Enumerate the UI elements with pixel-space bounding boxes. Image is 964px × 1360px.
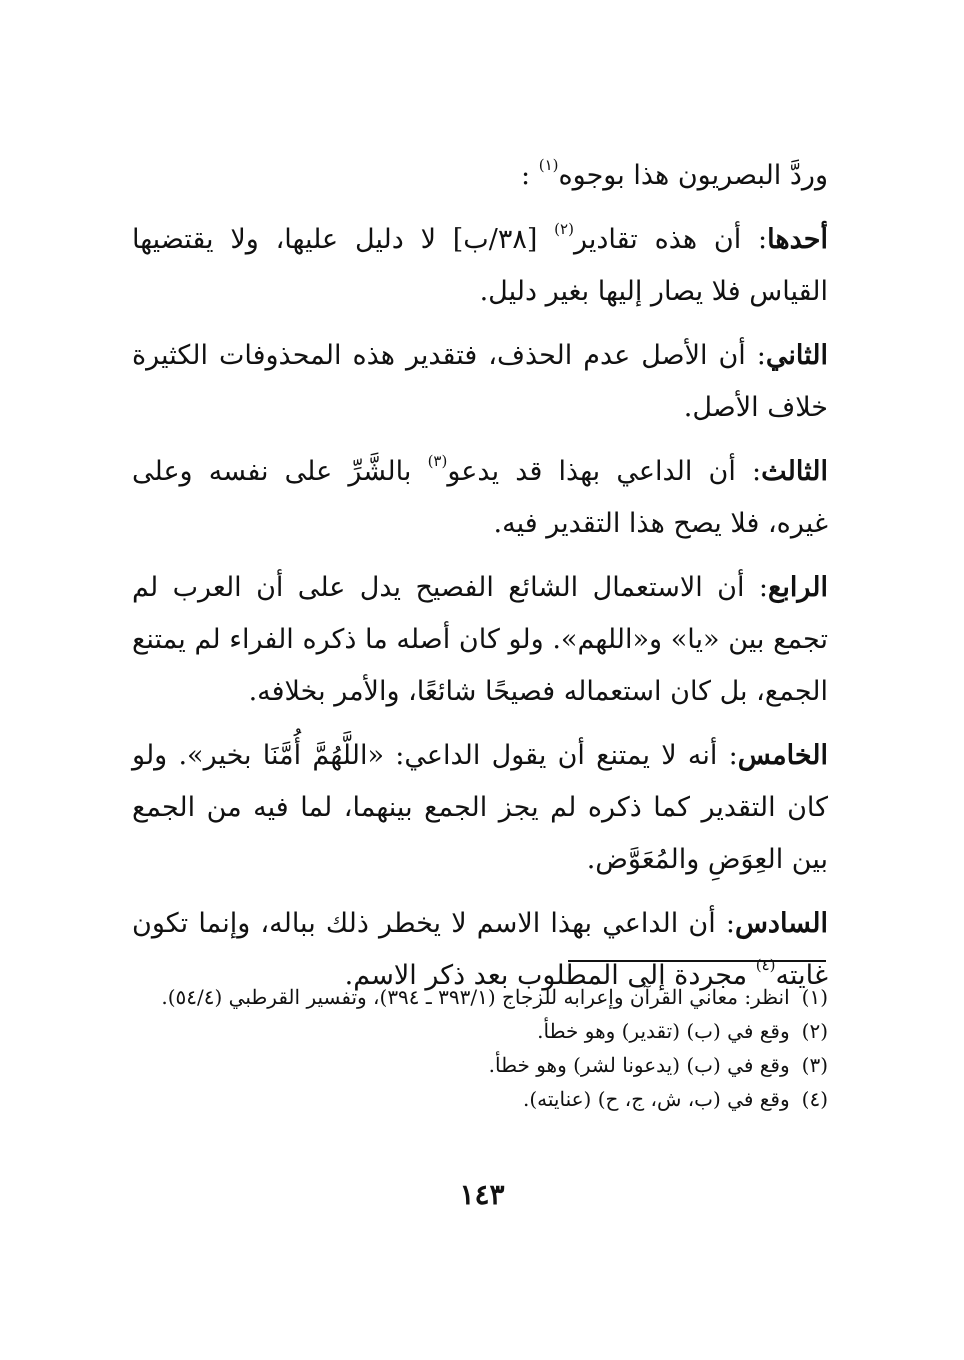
paragraph-lead: الثاني <box>765 340 828 371</box>
footnote-item <box>132 980 828 1014</box>
paragraph-lead: الرابع <box>767 572 828 603</box>
footnote-number: (٤) <box>801 1087 828 1111</box>
footnote-item <box>132 1014 828 1048</box>
page-number: ١٤٣ <box>459 1178 505 1211</box>
paragraph-text: : أن الأصل عدم الحذف، فتقدير هذه المحذوفات الكثيرة خلاف الأصل. <box>132 340 828 423</box>
footnote-number: (٣) <box>801 1053 828 1077</box>
paragraph-fourth <box>132 562 828 718</box>
footnote-text: وقع في (ب، ش، ج، ح) (عنايته). <box>523 1087 790 1111</box>
paragraph-text: : أن الداعي بهذا الاسم لا يخطر ذلك بباله، وإنما تكون غايته <box>132 908 828 991</box>
footnote-ref: (٤) <box>755 956 776 974</box>
footnote-divider <box>568 960 826 962</box>
paragraph-second <box>132 330 828 434</box>
footnote-text: انظر: معاني القرآن وإعرابه للزجاج (٣٩٣/١ ـ ٣٩٤)، وتفسير القرطبي (٥٤/٤). <box>161 985 790 1009</box>
paragraph-third <box>132 446 828 550</box>
footnote-item <box>132 1082 828 1116</box>
intro-tail: : <box>521 160 531 191</box>
footnote-number: (١) <box>801 985 828 1009</box>
paragraph-text-after: مجردة إلى المطلوب بعد ذكر الاسم. <box>344 960 748 991</box>
footnote-text: وقع في (ب) (تقدير) وهو خطأ. <box>537 1019 790 1043</box>
paragraph-text: : أن الداعي بهذا قد يدعو <box>447 456 762 487</box>
footnotes <box>132 980 828 1116</box>
intro-line <box>132 150 828 202</box>
main-text <box>132 150 828 1014</box>
paragraph-lead: الثالث <box>761 456 828 487</box>
intro-text: وردَّ البصريون هذا بوجوه <box>558 160 828 191</box>
footnote-number: (٢) <box>801 1019 828 1043</box>
footnote-ref: (٢) <box>554 220 574 238</box>
paragraph-text-after: [٣٨/ب] لا دليل عليها، ولا يقتضيها القياس فلا يصار إليها بغير دليل. <box>132 224 828 307</box>
paragraph-text-after: بالشَّرِّ على نفسه وعلى غيره، فلا يصح هذا التقدير فيه. <box>132 456 828 539</box>
paragraph-lead: السادس <box>734 908 828 939</box>
footnote-text: وقع في (ب) (يدعونا لشر) وهو خطأ. <box>488 1053 790 1077</box>
paragraph-lead: أحدها <box>767 224 828 255</box>
paragraph-text: : أن هذه تقادير <box>573 224 768 255</box>
paragraph-fifth <box>132 730 828 886</box>
paragraph-lead: الخامس <box>737 740 828 771</box>
paragraph-first <box>132 214 828 318</box>
footnote-ref: (٣) <box>427 452 448 470</box>
footnote-item <box>132 1048 828 1082</box>
footnote-ref: (١) <box>538 156 559 174</box>
paragraph-text: : أن الاستعمال الشائع الفصيح يدل على أن العرب لم تجمع بين «يا» و«اللهم». ولو كان أصله ما ذكره الفراء لم يمتنع الجمع، بل كان استعماله فصيحًا شائعًا، والأمر بخلافه. <box>132 572 828 707</box>
paragraph-text: : أنه لا يمتنع أن يقول الداعي: «اللَّهُمَّ أُمَّنَا بخير». ولو كان التقدير كما ذكره لم يجز الجمع بينهما، لما فيه من الجمع بين العِوَضِ والمُعَوَّض. <box>132 740 828 875</box>
